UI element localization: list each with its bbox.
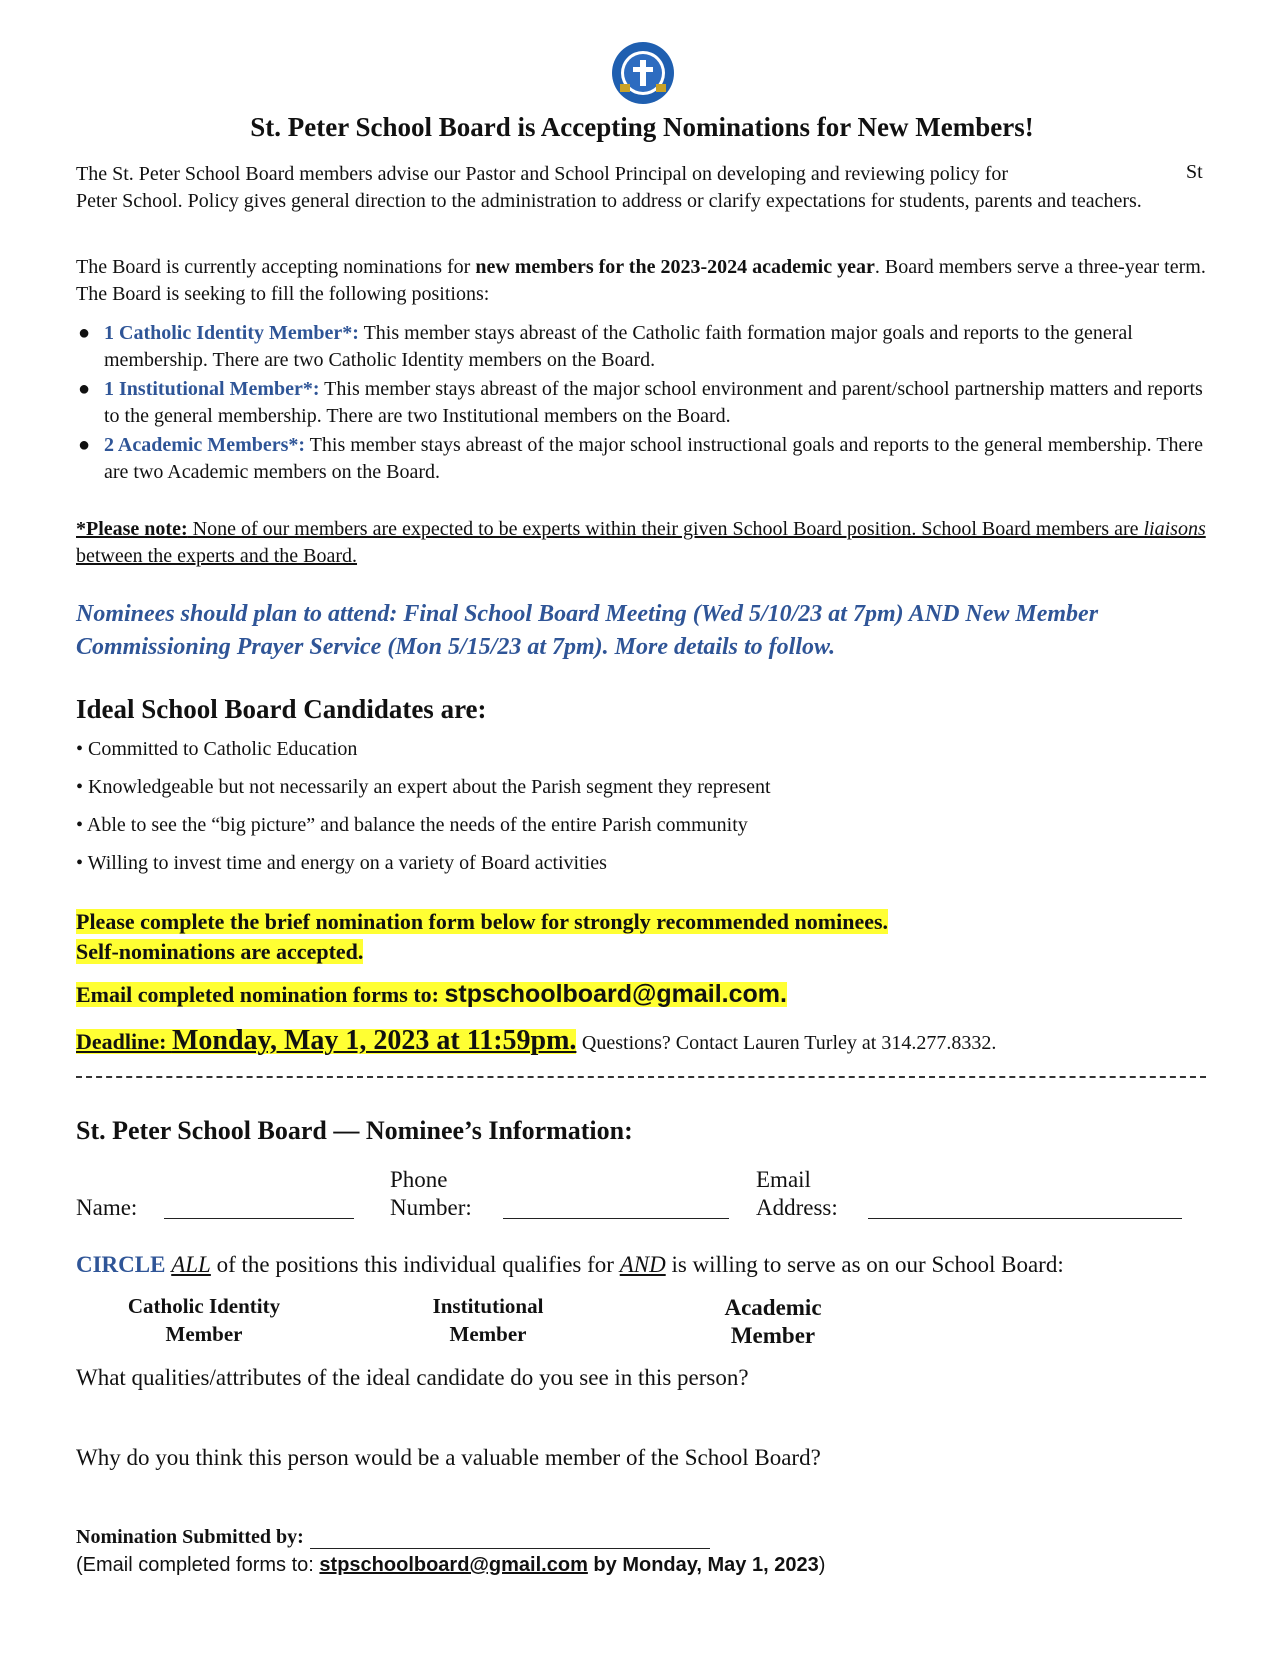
page-title: St. Peter School Board is Accepting Nominations for New Members! <box>250 112 1034 142</box>
circle-and: AND <box>619 1252 666 1277</box>
deadline-date: Monday, May 1, 2023 at 11:59pm. <box>171 1025 577 1056</box>
option-catholic-identity[interactable] <box>104 1292 304 1348</box>
option-line1: Academic <box>724 1295 822 1320</box>
email-link[interactable]: stpschoolboard@gmail.com. <box>444 980 787 1008</box>
name-field[interactable] <box>164 1218 354 1219</box>
questions-contact: Questions? Contact Lauren Turley at 314.277.8332. <box>581 1032 997 1054</box>
deadline-label: Deadline: <box>76 1029 172 1054</box>
list-item: ● 1 Catholic Identity Member*: This member stays abreast of the Catholic faith formation major goals and reports to the general membership. There are two Catholic Identity members on the Board. <box>78 322 1133 371</box>
note-text-a: None of our members are expected to be experts within their given School Board position. School Board members are <box>187 518 1144 540</box>
footer-text-c: ) <box>818 1554 826 1576</box>
list-item: • Able to see the “big picture” and balance the needs of the entire Parish community <box>76 814 748 836</box>
cut-line-divider <box>76 1076 1206 1078</box>
phone-label-line2: Number: <box>390 1195 472 1220</box>
footer-text-a: (Email completed forms to: <box>76 1554 320 1576</box>
board-paragraph <box>76 254 1206 308</box>
email-label-line2: Address: <box>756 1195 838 1220</box>
position-text: This member stays abreast of the major school instructional goals and reports to the general membership. There are two Academic members on the Board. <box>104 434 1203 483</box>
qualities-question: What qualities/attributes of the ideal candidate do you see in this person? <box>76 1365 749 1390</box>
circle-instructions <box>76 1252 1064 1278</box>
instructions-line2: Self-nominations are accepted. <box>76 939 364 964</box>
list-item: ● 1 Institutional Member*: This member stays abreast of the major school environment and parent/school partnership matters and reports to the general membership. There are two Institutional members on the Board. <box>78 378 1203 427</box>
ideal-heading: Ideal School Board Candidates are: <box>76 694 487 724</box>
name-label: Name: <box>76 1195 138 1220</box>
please-note <box>76 516 1206 570</box>
list-item: • Knowledgeable but not necessarily an expert about the Parish segment they represent <box>76 776 771 798</box>
list-item: • Committed to Catholic Education <box>76 738 358 760</box>
intro-trailing-word: St <box>1186 161 1203 183</box>
list-item: • Willing to invest time and energy on a variety of Board activities <box>76 852 607 874</box>
position-title: 1 Institutional Member*: <box>104 378 320 400</box>
intro-paragraph <box>76 161 1206 215</box>
email-label-line1: Email <box>756 1167 811 1192</box>
positions-list <box>76 320 1206 488</box>
board-text-c: . Board members serve a three-year term. The Board is seeking to fill the following positions: <box>76 256 1206 305</box>
option-academic[interactable] <box>690 1294 856 1350</box>
intro-text: The St. Peter School Board members advise our Pastor and School Principal on developing and reviewing policy for <box>76 163 1009 185</box>
nominees-notice: Nominees should plan to attend: Final School Board Meeting (Wed 5/10/23 at 7pm) AND New Member Commissioning Prayer Service (Mon 5/15/23 at 7pm). More details to follow. <box>76 601 1099 660</box>
circle-text-c: is willing to serve as on our School Board: <box>665 1252 1064 1277</box>
email-address-label <box>756 1166 838 1222</box>
option-line2: Member <box>730 1323 816 1348</box>
option-line1: Institutional <box>432 1294 544 1318</box>
option-line2: Member <box>449 1322 527 1346</box>
value-question: Why do you think this person would be a valuable member of the School Board? <box>76 1445 821 1470</box>
board-text-a: The Board is currently accepting nominations for <box>76 256 476 278</box>
submitted-label: Nomination Submitted by: <box>76 1526 304 1548</box>
email-field[interactable] <box>868 1218 1182 1219</box>
school-seal-icon <box>610 40 676 106</box>
footer-note <box>76 1554 825 1577</box>
deadline <box>76 1025 996 1057</box>
circle-all: ALL <box>171 1252 211 1277</box>
board-text-bold: new members for the 2023-2024 academic year <box>475 256 875 278</box>
footer-email-link[interactable]: stpschoolboard@gmail.com <box>319 1554 588 1576</box>
submitted-by-field[interactable] <box>310 1528 710 1549</box>
list-item: ● 2 Academic Members*: This member stays abreast of the major school instructional goals and reports to the general membership. There are two Academic members on the Board. <box>78 434 1203 483</box>
position-title: 2 Academic Members*: <box>104 434 306 456</box>
option-line1: Catholic Identity <box>127 1294 281 1318</box>
intro-text-cont: Peter School. Policy gives general direction to the administration to address or clarify expectations for students, parents and teachers. <box>76 190 1142 212</box>
email-instructions <box>76 980 787 1009</box>
note-text-b: between the experts and the Board. <box>76 545 358 567</box>
phone-label-line1: Phone <box>390 1167 448 1192</box>
footer-deadline: by Monday, May 1, 2023 <box>587 1554 819 1576</box>
position-text: This member stays abreast of the major school environment and parent/school partnership matters and reports to the general membership. There are two Institutional members on the Board. <box>104 378 1203 427</box>
nomination-instructions <box>76 907 888 967</box>
position-text: This member stays abreast of the Catholic faith formation major goals and reports to the general membership. There are two Catholic Identity members on the Board. <box>104 322 1133 371</box>
instructions-line1: Please complete the brief nomination form below for strongly recommended nominees. <box>76 909 889 934</box>
note-italic: liaisons <box>1143 518 1206 540</box>
email-label: Email completed nomination forms to: <box>76 982 445 1007</box>
phone-field[interactable] <box>503 1218 729 1219</box>
option-institutional[interactable] <box>400 1292 576 1348</box>
circle-text-b: of the positions this individual qualifies for <box>210 1252 620 1277</box>
ideal-list <box>76 738 771 890</box>
form-heading: St. Peter School Board — Nominee’s Information: <box>76 1116 633 1145</box>
position-title: 1 Catholic Identity Member*: <box>104 322 359 344</box>
note-label: *Please note: <box>76 518 188 540</box>
circle-word: CIRCLE <box>76 1252 172 1277</box>
phone-label <box>390 1166 472 1222</box>
submitted-by <box>76 1526 710 1549</box>
option-line2: Member <box>165 1322 243 1346</box>
